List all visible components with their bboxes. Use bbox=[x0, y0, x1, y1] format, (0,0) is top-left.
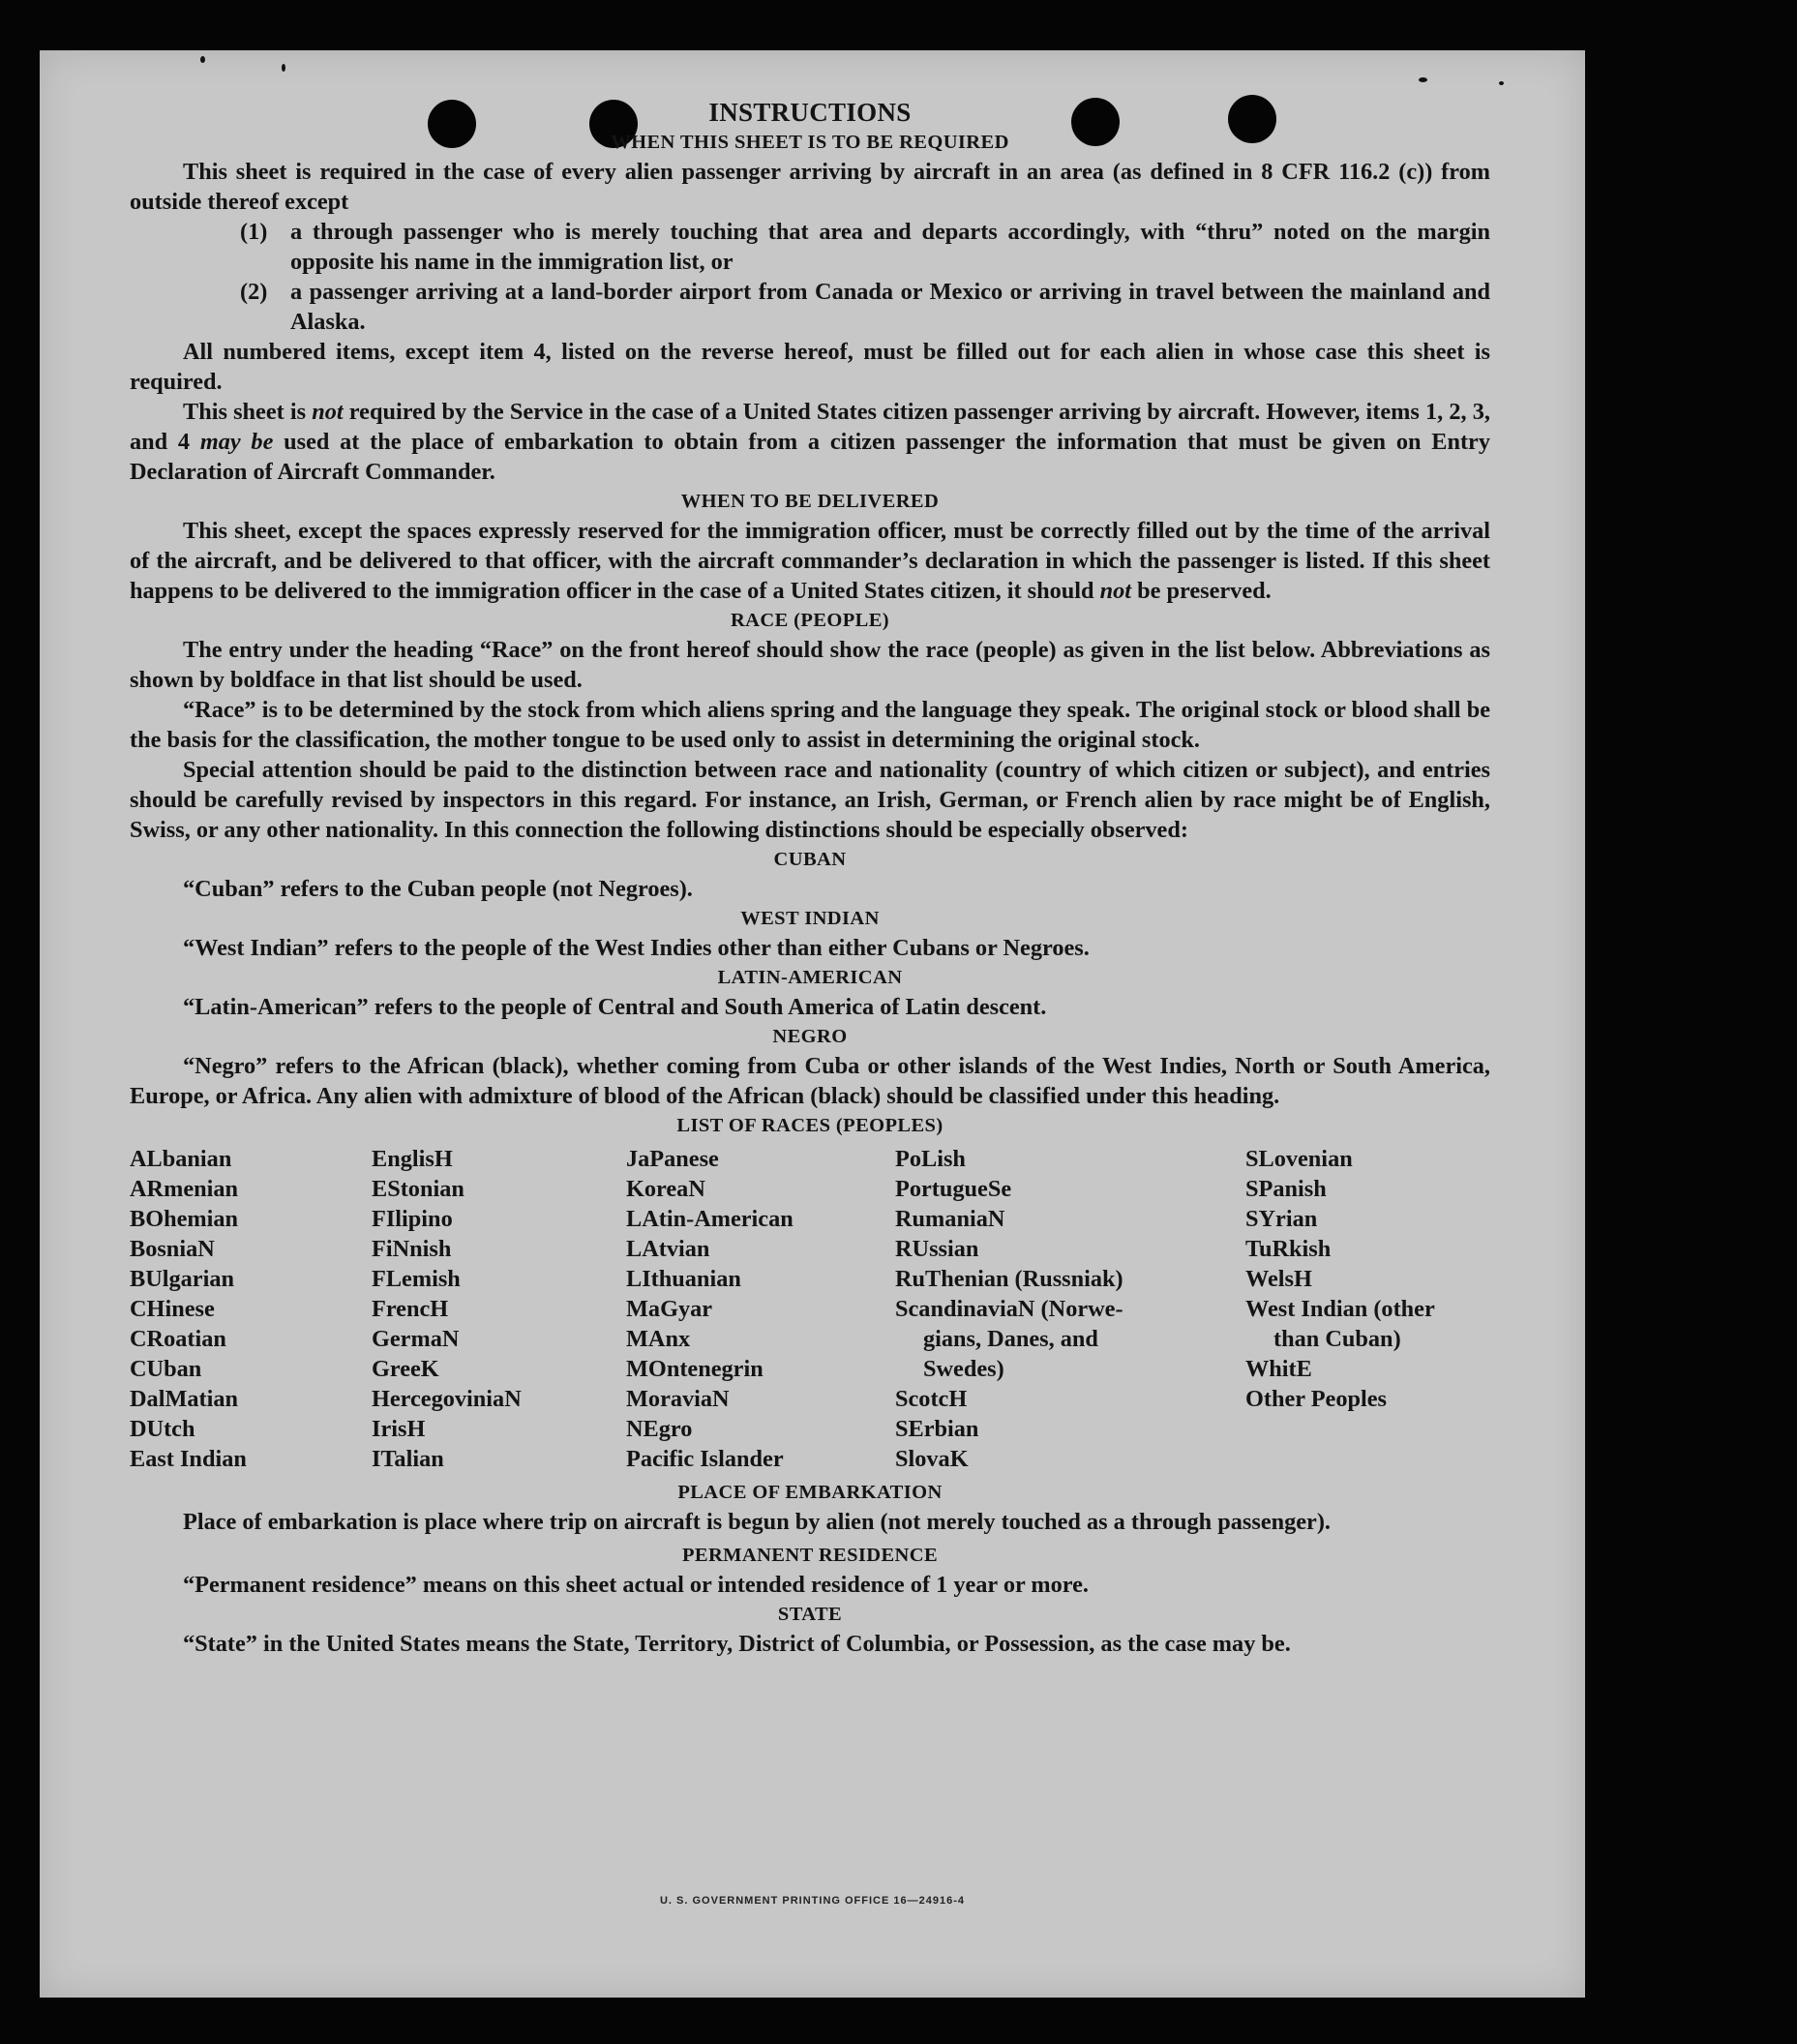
west-indian-definition: “West Indian” refers to the people of the West Indies other than either Cubans or Negroes. bbox=[183, 935, 1090, 961]
race-entry: EnglisH bbox=[372, 1146, 453, 1172]
race-entry: ARmenian bbox=[130, 1176, 239, 1202]
race-group bbox=[1245, 1354, 1490, 1414]
race-paragraph-2: “Race” is to be determined by the stock from which aliens spring and the language they speak. The original stock or blood shall be the basis for the classification, the mother tongue to be used only to assist in determining the original stock. bbox=[130, 697, 1490, 753]
race-entry: PoLish bbox=[895, 1146, 966, 1172]
emphasis-text: not bbox=[312, 399, 344, 425]
race-entry: ITalian bbox=[372, 1446, 444, 1472]
race-group-continued bbox=[895, 1324, 1245, 1384]
race-entry: gians, Danes, and bbox=[923, 1326, 1098, 1352]
citizen-paragraph bbox=[130, 397, 1490, 487]
race-entry: SPanish bbox=[1245, 1176, 1327, 1202]
emphasis-text: not bbox=[1099, 578, 1132, 604]
race-entry: PortugueSe bbox=[895, 1176, 1012, 1202]
heading-when-delivered: WHEN TO BE DELIVERED bbox=[680, 491, 940, 512]
race-entry: SYrian bbox=[1245, 1206, 1318, 1232]
page-title: INSTRUCTIONS bbox=[708, 98, 912, 127]
race-entry: East Indian bbox=[130, 1446, 247, 1472]
race-paragraph-3: Special attention should be paid to the distinction between race and nationality (country of which citizen or subject), and entries should be carefully revised by inspectors in this regard. For instance, an Irish, German, or French alien by race might be of English, Swiss, or any other nationality. In this connection the following distinctions should be especially observed: bbox=[130, 757, 1490, 843]
race-group-continued bbox=[1245, 1324, 1490, 1354]
embarkation-definition: Place of embarkation is place where trip on aircraft is begun by alien (not merely touched as a through passenger). bbox=[183, 1509, 1331, 1535]
race-group bbox=[1245, 1144, 1490, 1324]
races-column-4 bbox=[895, 1144, 1245, 1474]
race-entry: GermaN bbox=[372, 1326, 460, 1352]
heading-cuban: CUBAN bbox=[773, 849, 847, 870]
race-entry: CHinese bbox=[130, 1296, 215, 1322]
race-entry: ScotcH bbox=[895, 1386, 968, 1412]
race-entry: FLemish bbox=[372, 1266, 461, 1292]
race-entry: RuThenian (Russniak) bbox=[895, 1266, 1123, 1292]
speck bbox=[200, 56, 205, 63]
race-entry: Pacific Islander bbox=[626, 1446, 784, 1472]
race-entry: MAnx bbox=[626, 1326, 691, 1352]
delivered-paragraph bbox=[130, 516, 1490, 606]
latin-american-definition: “Latin-American” refers to the people of Central and South America of Latin descent. bbox=[183, 994, 1047, 1020]
race-entry: IrisH bbox=[372, 1416, 426, 1442]
exception-number: (1) bbox=[240, 219, 268, 245]
race-entry: KoreaN bbox=[626, 1176, 705, 1202]
text-run: This sheet, except the spaces expressly reserved for the immigration officer, must be correctly filled out by the time of the arrival of the aircraft, and be delivered to that officer, with the aircraft commander’s declaration in which the passenger is listed. If this sheet happens to be delivered to the immigration officer in the case of a United States citizen, it should bbox=[130, 518, 1490, 604]
races-column-3 bbox=[626, 1144, 895, 1474]
race-entry: RumaniaN bbox=[895, 1206, 1005, 1232]
race-entry: FrencH bbox=[372, 1296, 449, 1322]
required-intro: This sheet is required in the case of every alien passenger arriving by aircraft in an area (as defined in 8 CFR 116.2 (c)) from outside thereof except bbox=[130, 159, 1490, 215]
race-entry: SlovaK bbox=[895, 1446, 969, 1472]
race-entry: ScandinaviaN (Norwe- bbox=[895, 1296, 1123, 1322]
race-entry: JaPanese bbox=[626, 1146, 719, 1172]
text-run: used at the place of embarkation to obtain from a citizen passenger the information that must be given on Entry Declaration of Aircraft Commander. bbox=[130, 429, 1490, 485]
race-entry: Other Peoples bbox=[1245, 1386, 1387, 1412]
race-entry: SErbian bbox=[895, 1416, 979, 1442]
text-run: This sheet is bbox=[183, 399, 313, 425]
race-entry: SLovenian bbox=[1245, 1146, 1353, 1172]
race-entry: than Cuban) bbox=[1273, 1326, 1401, 1352]
race-entry: West Indian (other bbox=[1245, 1296, 1435, 1322]
races-column-2 bbox=[372, 1144, 626, 1474]
race-entry: CUban bbox=[130, 1356, 202, 1382]
speck bbox=[1499, 81, 1504, 85]
race-entry: BosniaN bbox=[130, 1236, 215, 1262]
race-entry: WhitE bbox=[1245, 1356, 1312, 1382]
race-entry: MaGyar bbox=[626, 1296, 713, 1322]
race-entry: HercegoviniaN bbox=[372, 1386, 522, 1412]
heading-state: STATE bbox=[777, 1604, 843, 1625]
heading-list-of-races: LIST OF RACES (PEOPLES) bbox=[676, 1115, 943, 1136]
race-entry: FIlipino bbox=[372, 1206, 453, 1232]
race-entry: BUlgarian bbox=[130, 1266, 234, 1292]
heading-permanent-residence: PERMANENT RESIDENCE bbox=[681, 1545, 939, 1566]
race-paragraph-1: The entry under the heading “Race” on the front hereof should show the race (people) as given in the list below. Abbreviations as shown by boldface in that list should be used. bbox=[130, 637, 1490, 693]
text-run: required by the Service in the case of a United States citizen passenger arriving by aircraft. However, items 1, 2, 3, and 4 bbox=[130, 399, 1490, 455]
exception-text: a through passenger who is merely touching that area and departs accordingly, with “thru” noted on the margin opposite his name in the immigration list, or bbox=[290, 219, 1490, 275]
exception-item-1 bbox=[130, 217, 1490, 277]
exception-text: a passenger arriving at a land-border airport from Canada or Mexico or arriving in travel between the mainland and Alaska. bbox=[290, 279, 1490, 335]
residence-definition: “Permanent residence” means on this sheet actual or intended residence of 1 year or more. bbox=[183, 1572, 1089, 1598]
heading-west-indian: WEST INDIAN bbox=[740, 908, 880, 929]
heading-embarkation: PLACE OF EMBARKATION bbox=[677, 1482, 943, 1503]
race-group bbox=[895, 1144, 1245, 1324]
race-entry: BOhemian bbox=[130, 1206, 239, 1232]
state-definition: “State” in the United States means the State, Territory, District of Columbia, or Possession, as the case may be. bbox=[183, 1631, 1291, 1657]
exception-item-2 bbox=[130, 277, 1490, 337]
race-entry: GreeK bbox=[372, 1356, 439, 1382]
speck bbox=[282, 64, 285, 72]
instructions-content bbox=[130, 97, 1490, 1659]
text-run: be preserved. bbox=[1131, 578, 1272, 604]
race-entry: FiNnish bbox=[372, 1236, 452, 1262]
races-column-1 bbox=[130, 1144, 372, 1474]
race-entry: CRoatian bbox=[130, 1326, 226, 1352]
race-entry: LAtin-American bbox=[626, 1206, 794, 1232]
race-entry: LAtvian bbox=[626, 1236, 710, 1262]
printing-office-footer: U. S. GOVERNMENT PRINTING OFFICE 16—24916-4 bbox=[659, 1895, 965, 1907]
heading-race: RACE (PEOPLE) bbox=[730, 610, 890, 631]
race-entry: EStonian bbox=[372, 1176, 464, 1202]
race-group bbox=[895, 1384, 1245, 1474]
numbered-items-paragraph: All numbered items, except item 4, listed on the reverse hereof, must be filled out for each alien in whose case this sheet is required. bbox=[130, 339, 1490, 395]
heading-when-required: WHEN THIS SHEET IS TO BE REQUIRED bbox=[611, 132, 1009, 153]
race-entry: ALbanian bbox=[130, 1146, 232, 1172]
heading-latin-american: LATIN-AMERICAN bbox=[717, 967, 903, 988]
race-entry: TuRkish bbox=[1245, 1236, 1332, 1262]
race-entry: LIthuanian bbox=[626, 1266, 741, 1292]
race-entry: DalMatian bbox=[130, 1386, 239, 1412]
race-entry: DUtch bbox=[130, 1416, 195, 1442]
race-entry: Swedes) bbox=[923, 1356, 1004, 1382]
negro-definition: “Negro” refers to the African (black), whether coming from Cuba or other islands of the West Indies, North or South America, Europe, or Africa. Any alien with admixture of blood of the African (black) should be classified under this heading. bbox=[130, 1053, 1490, 1109]
races-table bbox=[130, 1144, 1490, 1474]
race-entry: MoraviaN bbox=[626, 1386, 730, 1412]
race-entry: NEgro bbox=[626, 1416, 693, 1442]
emphasis-text: may be bbox=[199, 429, 274, 455]
exception-number: (2) bbox=[240, 279, 268, 305]
races-column-5 bbox=[1245, 1144, 1490, 1474]
speck bbox=[1419, 77, 1427, 82]
heading-negro: NEGRO bbox=[772, 1026, 848, 1047]
document-sheet bbox=[40, 50, 1585, 1998]
race-entry: RUssian bbox=[895, 1236, 979, 1262]
race-entry: WelsH bbox=[1245, 1266, 1312, 1292]
race-entry: MOntenegrin bbox=[626, 1356, 764, 1382]
cuban-definition: “Cuban” refers to the Cuban people (not Negroes). bbox=[183, 876, 693, 902]
